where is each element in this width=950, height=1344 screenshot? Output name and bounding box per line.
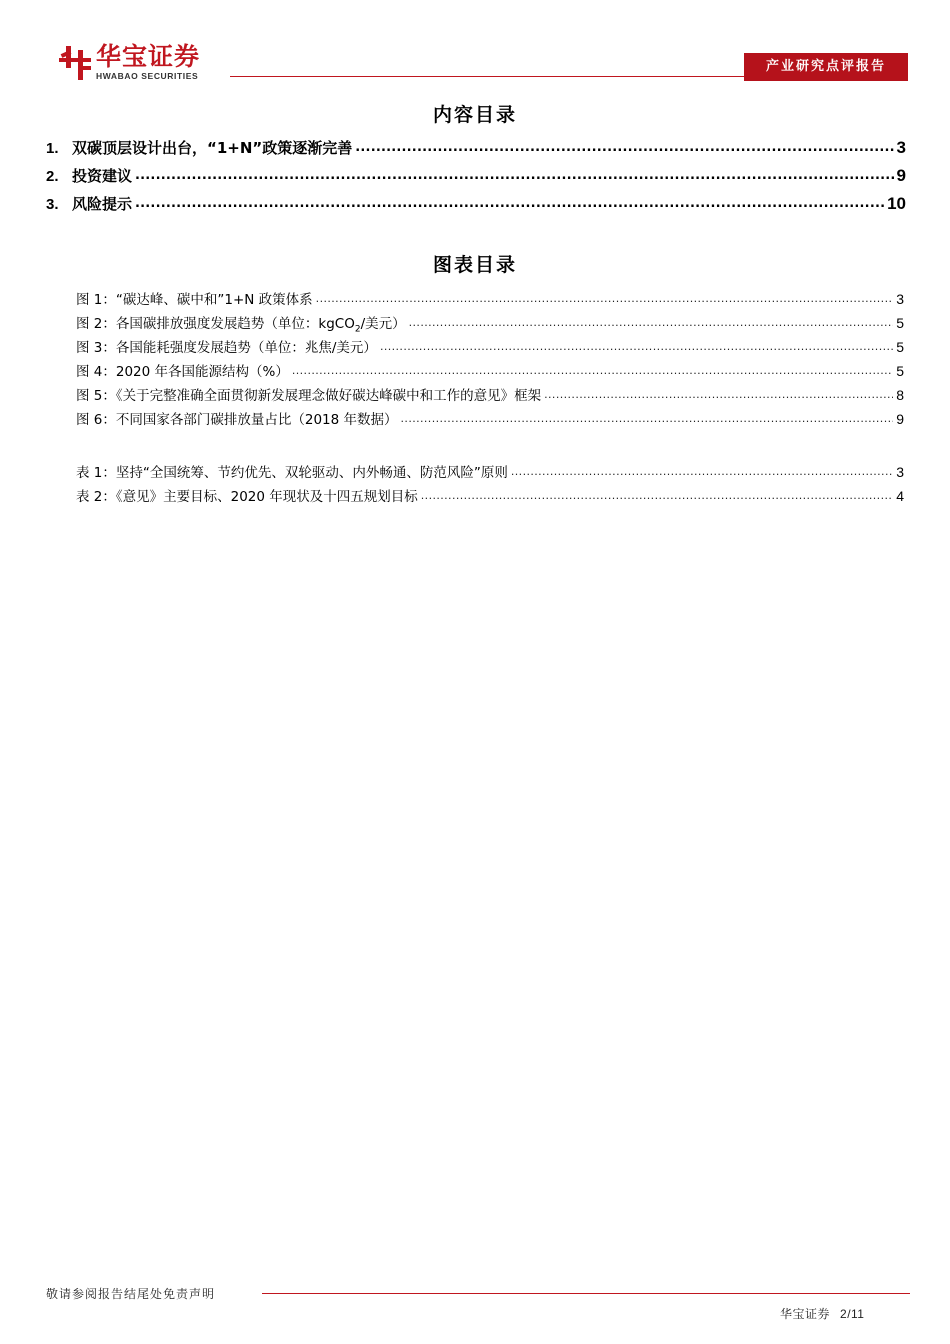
table-entry-1[interactable] bbox=[76, 461, 904, 485]
dot-leader bbox=[355, 137, 893, 155]
figure-entry-page: 5 bbox=[896, 363, 904, 379]
figure-entry-page: 5 bbox=[896, 315, 904, 331]
table-entry-page: 4 bbox=[896, 488, 904, 504]
contents-list bbox=[46, 137, 906, 221]
footer-page-info bbox=[780, 1305, 864, 1322]
figure-entry-label: 图 6：不同国家各部门碳排放量占比（2018 年数据） bbox=[76, 412, 398, 428]
figure-entry-page: 3 bbox=[896, 291, 904, 307]
header-divider bbox=[230, 76, 744, 77]
toc-entry-number: 2. bbox=[46, 168, 59, 185]
logo-chinese-name: 华宝证券 bbox=[96, 42, 201, 71]
toc-entry-3[interactable] bbox=[46, 193, 906, 221]
figure-entry-label: 图 4：2020 年各国能源结构（%） bbox=[76, 364, 289, 380]
figure-entry-page: 5 bbox=[896, 339, 904, 355]
figure-entry-1[interactable] bbox=[76, 288, 904, 312]
page-header bbox=[0, 0, 950, 90]
toc-entry-page: 9 bbox=[896, 166, 906, 185]
figure-entry-label: 图 3：各国能耗强度发展趋势（单位：兆焦/美元） bbox=[76, 340, 377, 356]
dot-leader bbox=[544, 386, 893, 402]
footer-disclaimer: 敬请参阅报告结尾处免责声明 bbox=[46, 1287, 216, 1301]
figure-label-text: /美元） bbox=[360, 316, 406, 332]
figure-entry-page: 9 bbox=[896, 411, 904, 427]
subscript: 2 bbox=[354, 324, 361, 335]
dot-leader bbox=[292, 362, 893, 378]
toc-entry-page: 10 bbox=[887, 194, 906, 213]
contents-title: 内容目录 bbox=[432, 104, 517, 126]
figure-entry-label: 图 5：《关于完整准确全面贯彻新发展理念做好碳达峰碳中和工作的意见》框架 bbox=[76, 388, 542, 404]
report-type-badge: 产业研究点评报告 bbox=[744, 53, 908, 81]
dot-leader bbox=[511, 463, 893, 479]
dot-leader bbox=[135, 193, 884, 211]
figure-entry-5[interactable] bbox=[76, 384, 904, 408]
toc-entry-label: 双碳顶层设计出台，“1+N”政策逐渐完善 bbox=[72, 139, 353, 157]
dot-leader bbox=[316, 290, 894, 306]
toc-entry-number: 1. bbox=[46, 140, 59, 157]
dot-leader bbox=[135, 165, 894, 183]
figure-list bbox=[76, 288, 904, 432]
table-entry-label: 表 1：坚持“全国统筹、节约优先、双轮驱动、内外畅通、防范风险”原则 bbox=[76, 465, 508, 481]
figure-entry-label bbox=[76, 312, 406, 335]
toc-entry-2[interactable] bbox=[46, 165, 906, 193]
figure-entry-2[interactable] bbox=[76, 312, 904, 336]
dot-leader bbox=[421, 487, 893, 503]
toc-entry-1[interactable] bbox=[46, 137, 906, 165]
dot-leader bbox=[401, 410, 894, 426]
figure-entry-4[interactable] bbox=[76, 360, 904, 384]
toc-entry-page: 3 bbox=[896, 138, 906, 157]
figure-entry-3[interactable] bbox=[76, 336, 904, 360]
footer-divider bbox=[262, 1293, 910, 1294]
company-logo bbox=[58, 44, 200, 81]
toc-entry-label: 投资建议 bbox=[72, 167, 133, 185]
figure-entry-6[interactable] bbox=[76, 408, 904, 432]
footer-company: 华宝证券 bbox=[780, 1307, 831, 1321]
figure-entry-label: 图 1：“碳达峰、碳中和”1+N 政策体系 bbox=[76, 292, 313, 308]
figures-title: 图表目录 bbox=[432, 254, 517, 276]
figure-label-text: 图 2：各国碳排放强度发展趋势（单位：kgCO bbox=[76, 316, 355, 332]
figure-entry-page: 8 bbox=[896, 387, 904, 403]
logo-english-name: HWABAO SECURITIES bbox=[96, 71, 199, 81]
toc-entry-number: 3. bbox=[46, 196, 59, 213]
toc-entry-label: 风险提示 bbox=[72, 195, 133, 213]
table-list bbox=[76, 461, 904, 509]
page-number: 2/11 bbox=[840, 1307, 865, 1321]
table-entry-label: 表 2：《意见》主要目标、2020 年现状及十四五规划目标 bbox=[76, 489, 418, 505]
hwabao-logo-icon bbox=[58, 44, 92, 80]
table-entry-2[interactable] bbox=[76, 485, 904, 509]
dot-leader bbox=[409, 314, 894, 330]
table-entry-page: 3 bbox=[896, 464, 904, 480]
dot-leader bbox=[380, 338, 893, 354]
